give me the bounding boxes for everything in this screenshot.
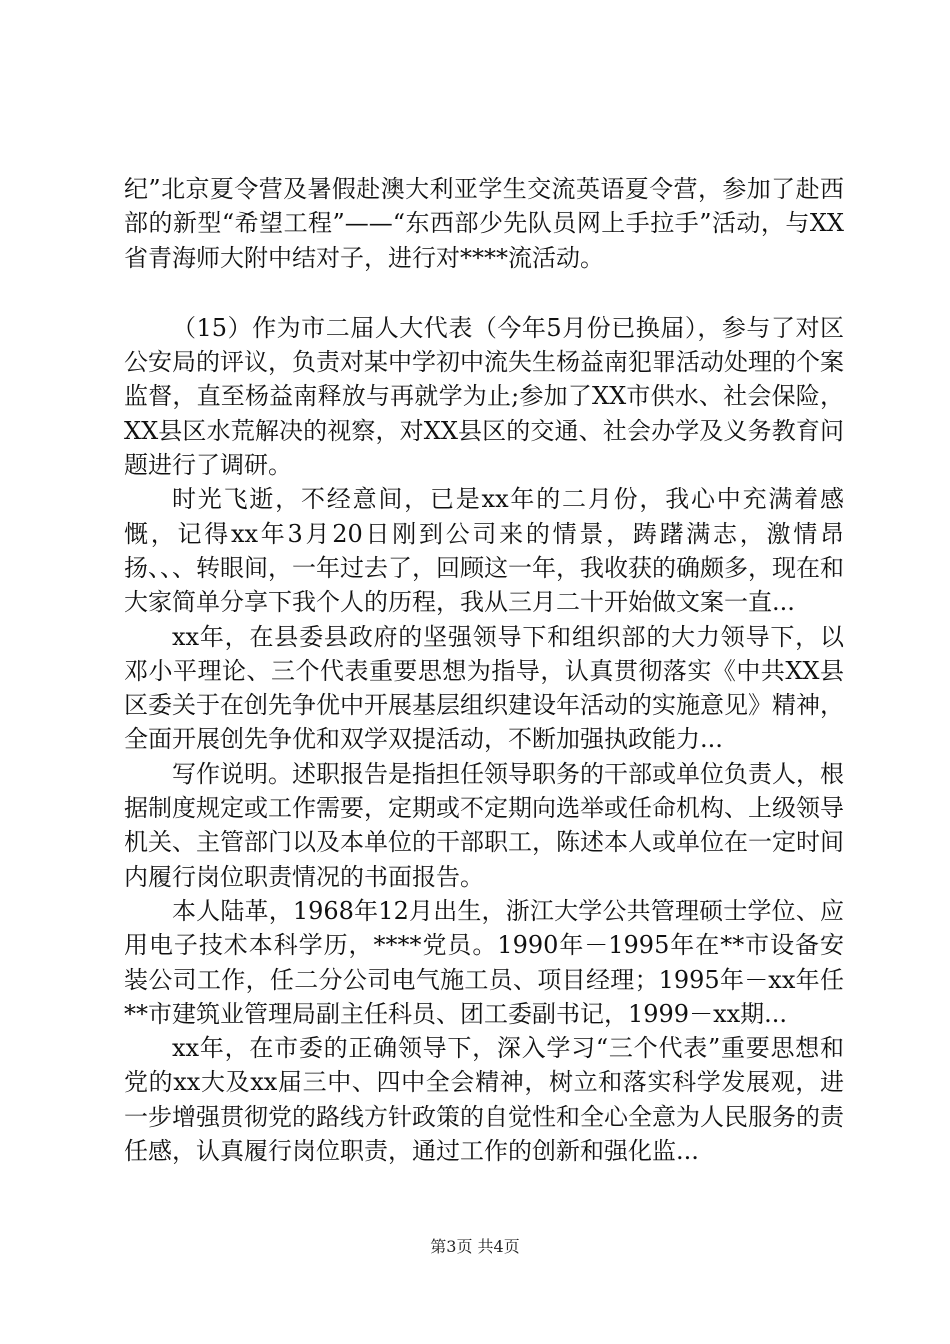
document-body xyxy=(124,172,844,1168)
paragraph-5: 写作说明。述职报告是指担任领导职务的干部或单位负责人，根据制度规定或工作需要，定期或不定期向选举或任命机构、上级领导机关、主管部门以及本单位的干部职工，陈述本人或单位在一定时间内履行岗位职责情况的书面报告。 xyxy=(124,759,844,891)
paragraph-6: 本人陆革，1968年12月出生，浙江大学公共管理硕士学位、应用电子技术本科学历，****党员。1990年－1995年在**市设备安装公司工作，任二分公司电气施工员、项目经理；1995年－xx年任**市建筑业管理局副主任科员、团工委副书记，1999－xx期... xyxy=(124,896,844,1028)
paragraph-3: 时光飞逝，不经意间，已是xx年的二月份，我心中充满着感慨，记得xx年3月20日刚到公司来的情景，踌躇满志，激情昂扬、、、转眼间，一年过去了，回顾这一年，我收获的确颇多，现在和大家简单分享下我个人的历程，我从三月二十开始做文案一直... xyxy=(124,485,844,617)
paragraph-2: （15）作为市二届人大代表（今年5月份已换届），参与了对区公安局的评议，负责对某中学初中流失生杨益南犯罪活动处理的个案监督，直至杨益南释放与再就学为止;参加了XX市供水、社会保险，XX县区水荒解决的视察，对XX县区的交通、社会办学及义务教育问题进行了调研。 xyxy=(124,313,844,480)
paragraph-1: 纪”北京夏令营及暑假赴澳大利亚学生交流英语夏令营，参加了赴西部的新型“希望工程”——“东西部少先队员网上手拉手”活动，与XX省青海师大附中结对子，进行对****流活动。 xyxy=(124,175,844,272)
paragraph-7: xx年，在市委的正确领导下，深入学习“三个代表”重要思想和党的xx大及xx届三中、四中全会精神，树立和落实科学发展观，进一步增强贯彻党的路线方针政策的自觉性和全心全意为人民服务的责任感，认真履行岗位职责，通过工作的创新和强化监... xyxy=(124,1034,844,1166)
paragraph-4: xx年，在县委县政府的坚强领导下和组织部的大力领导下，以邓小平理论、三个代表重要思想为指导，认真贯彻落实《中共XX县区委关于在创先争优中开展基层组织建设年活动的实施意见》精神，全面开展创先争优和双学双提活动，不断加强执政能力... xyxy=(124,622,844,754)
page-number-footer: 第3页 共4页 xyxy=(430,1237,520,1256)
